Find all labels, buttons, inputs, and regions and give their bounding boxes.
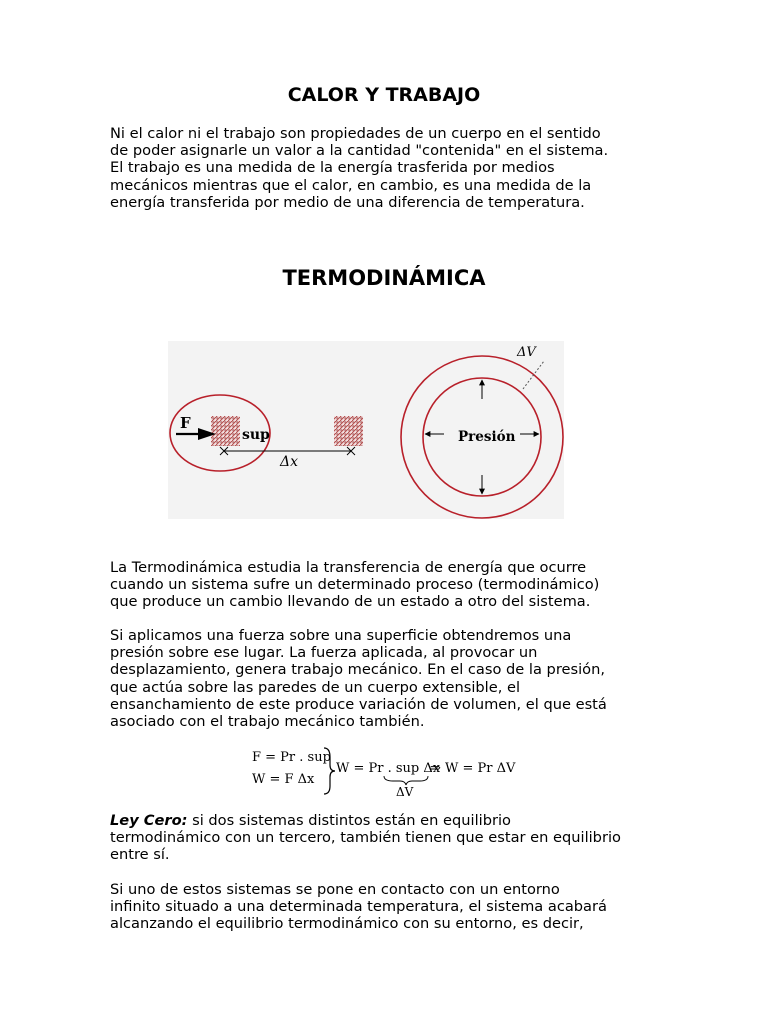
law-text: si dos sistemas distintos están en equilibrio termodinámico con un tercero, también tienen que estar en equilibrio entre sí. — [110, 812, 621, 864]
volume-change-label: ΔV — [517, 345, 536, 360]
paragraph-fuerza-presion: Si aplicamos una fuerza sobre una superficie obtendremos una presión sobre ese lugar. La fuerza aplicada, al provocar un desplazamiento, genera trabajo mecánico. En el caso de la presión, que actúa sobre las paredes de un cuerpo extensible, el ensanchamiento de este produce variación de volumen, el que está asociado con el trabajo mecánico también. — [110, 627, 607, 731]
work-formula — [250, 743, 526, 799]
formula-under-label: ΔV — [396, 785, 414, 799]
formula-work-line: W = F Δx — [252, 772, 315, 787]
surface-block-initial — [211, 416, 240, 446]
formula-result: ⇒ W = Pr ΔV — [430, 761, 516, 776]
thermodynamics-figure — [168, 341, 564, 519]
paragraph-calor-trabajo: Ni el calor ni el trabajo son propiedades de un cuerpo en el sentido de poder asignarle un valor a la cantidad "contenida" en el sistema. El trabajo es una medida de la energía trasferida por medios mecánicos mientras que el calor, en cambio, es una medida de la energía transferida por medio de una diferencia de temperatura. — [110, 125, 609, 211]
formula-underbrace — [384, 776, 428, 785]
surface-label: sup — [242, 427, 270, 443]
paragraph-ley-cero — [110, 812, 655, 864]
formula-middle: W = Pr . sup Δx — [336, 761, 441, 776]
paragraph-equilibrio: Si uno de estos sistemas se pone en contacto con un entorno infinito situado a una determinada temperatura, el sistema acabará alcanzando el equilibrio termodinámico con su entorno, es decir, — [110, 881, 607, 933]
paragraph-termodinamica: La Termodinámica estudia la transferencia de energía que ocurre cuando un sistema sufre un determinado proceso (termodinámico) que produce un cambio llevando de un estado a otro del sistema. — [110, 559, 600, 611]
pressure-label: Presión — [458, 429, 516, 445]
title-calor-y-trabajo: CALOR Y TRABAJO — [287, 84, 481, 106]
force-label: F — [180, 414, 191, 432]
law-name: Ley Cero: — [110, 812, 188, 829]
title-termodinamica: TERMODINÁMICA — [282, 266, 486, 290]
formula-force-line: F = Pr . sup — [252, 750, 331, 765]
surface-block-displaced — [334, 416, 363, 446]
displacement-label: Δx — [280, 454, 299, 470]
